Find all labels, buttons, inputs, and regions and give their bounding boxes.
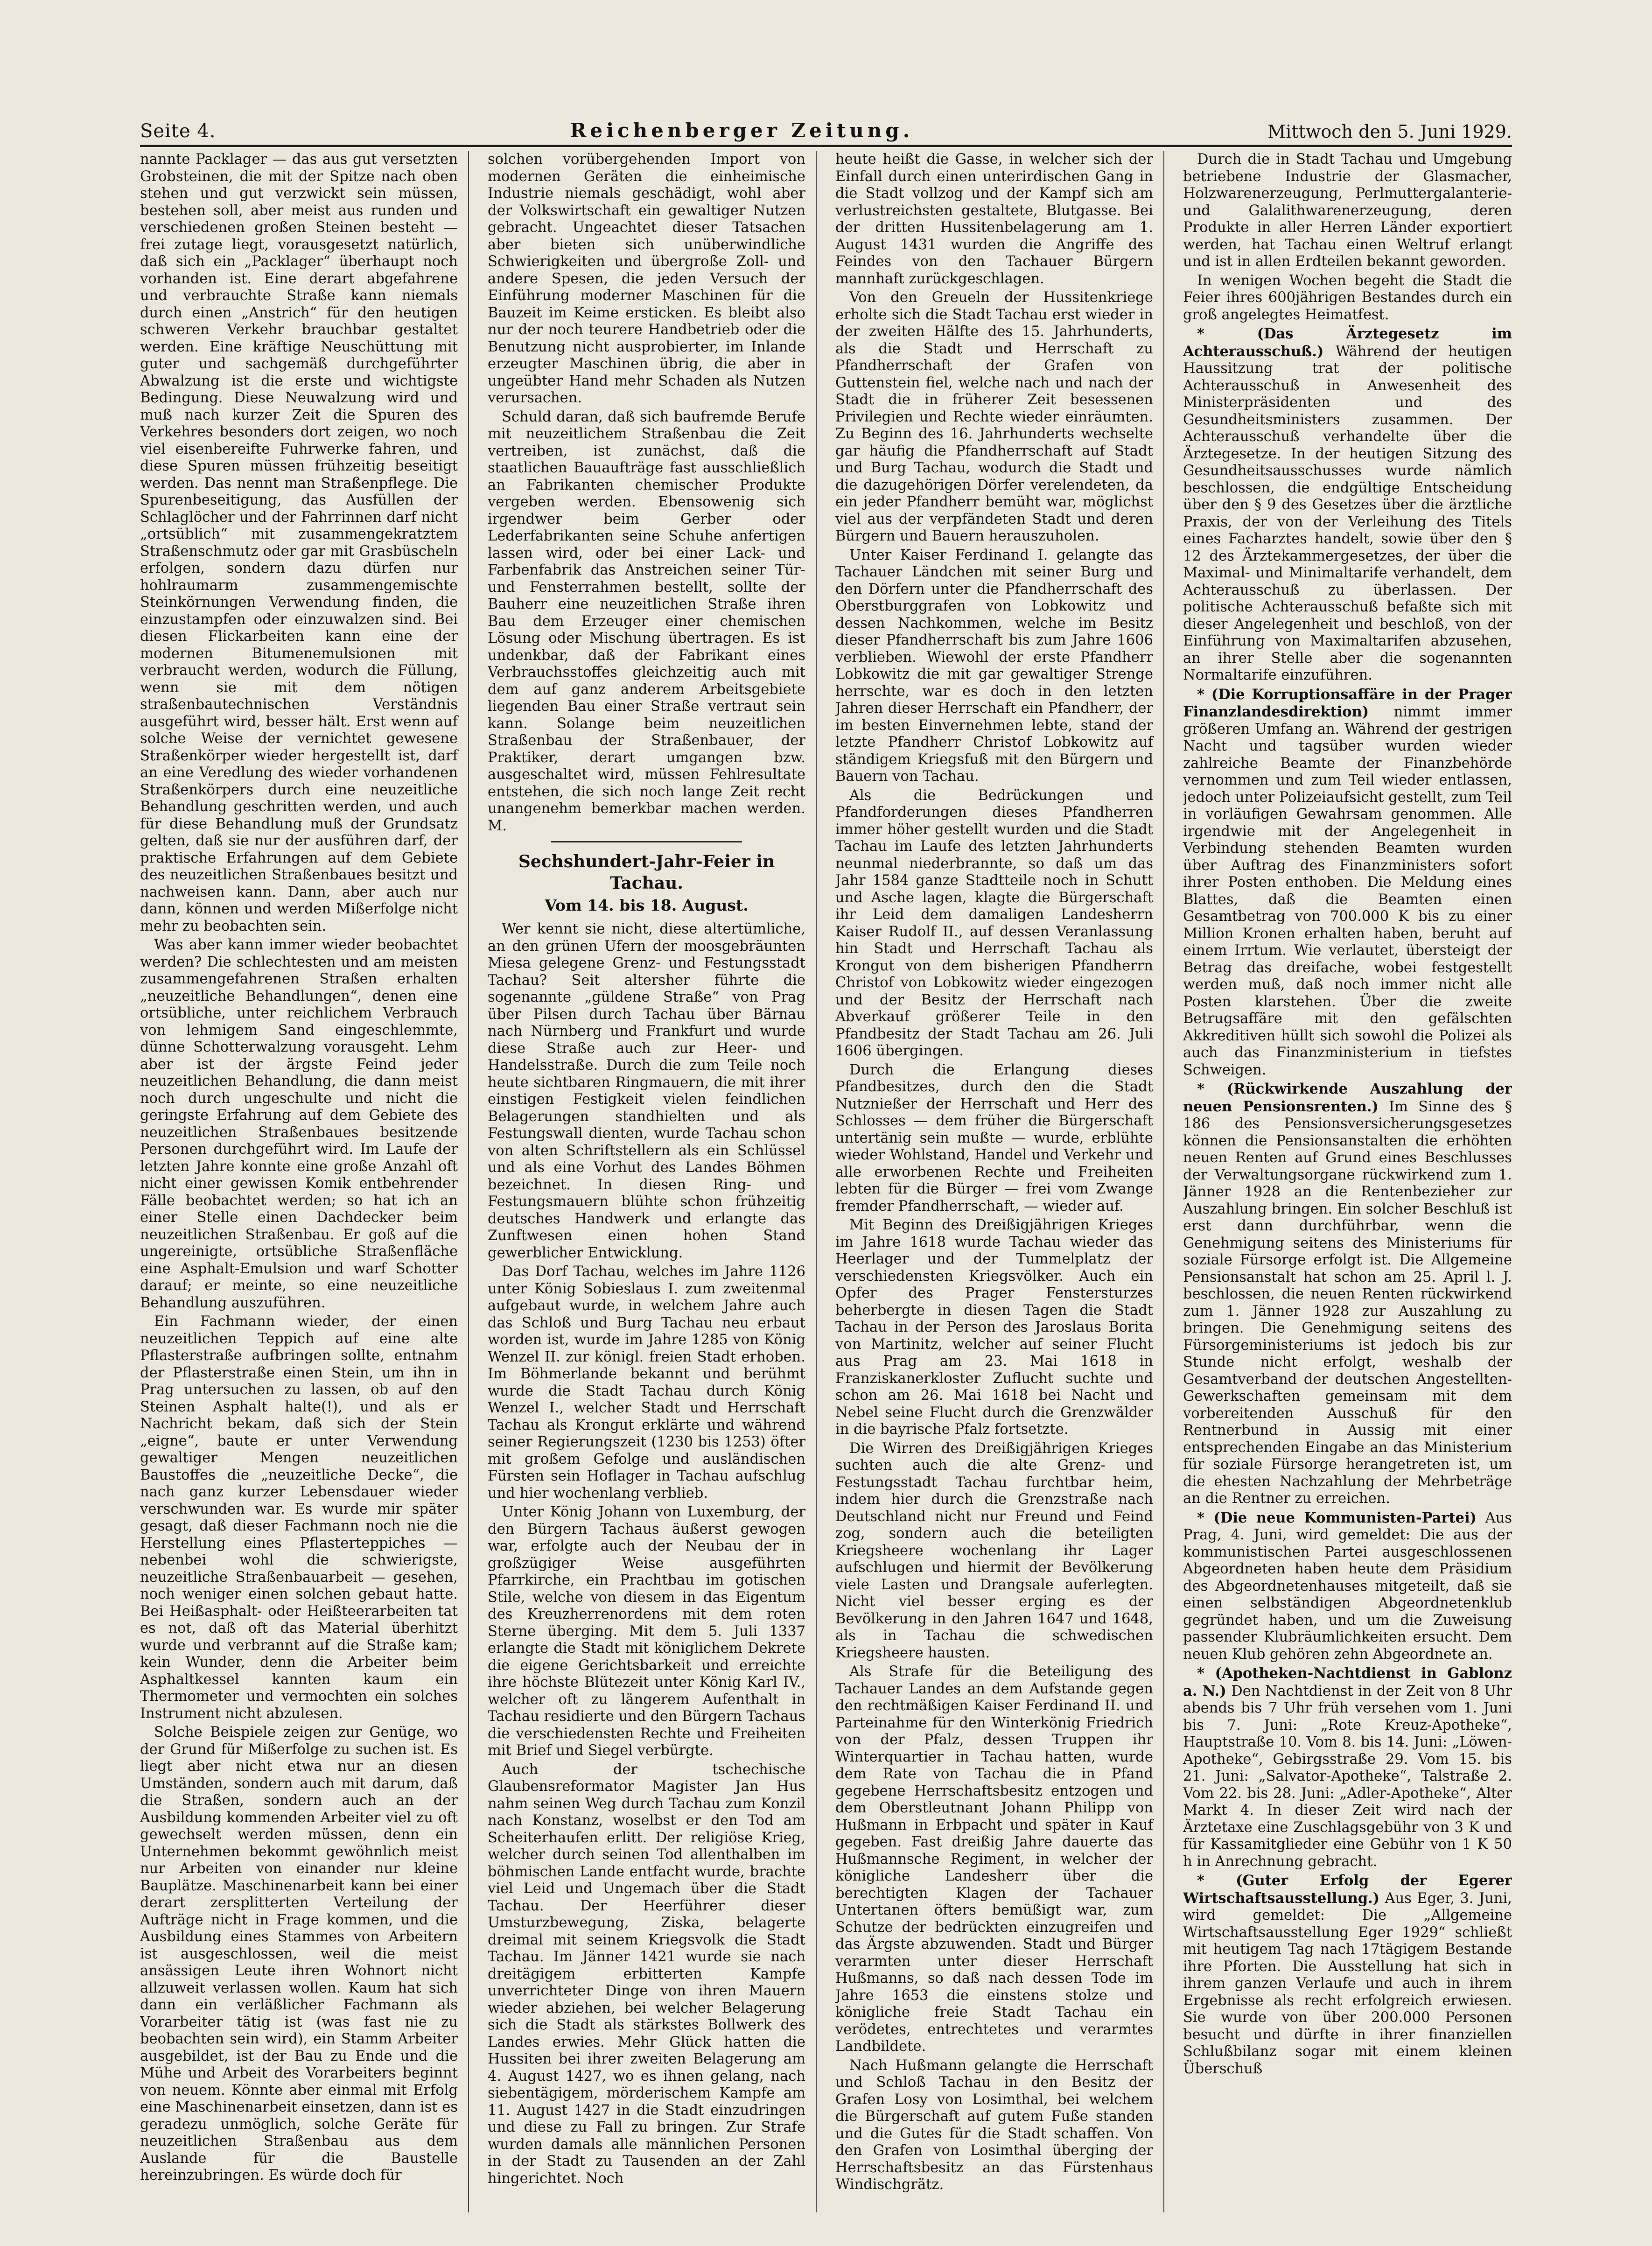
news-headline: * (Rückwirkende Auszahlung der neuen Pensionsrenten.) [1183, 1081, 1512, 1115]
paragraph: heute heißt die Gasse, in welcher sich der Einfall durch einen unterirdischen Gang in die Stadt vollzog und der Kampf sich am verlustreichsten gestaltete, Blutgasse. Bei der dritten Hussitenbelagerung am 1. August 1431 wurden die Angriffe des Feindes von den Tachauer Bürgern mannhaft zurückgeschlagen. [835, 151, 1153, 287]
news-text: Während der heutigen Haussitzung trat der politische Achterausschuß in Anwesenheit des Ministerpräsidenten und des Gesundheitsministers zusammen. Der Achterausschuß verhandelte über die Ärztegesetze. In der heutigen Sitzung des Gesundheitsausschusses wurde nämlich beschlossen, die endgültige Entscheidung über den § 9 des Gesetzes über die ärztliche Praxis, der von der Verleihung des Titels eines Facharztes handelt, sowie über den § 12 des Ärztekammergesetzes, der über die Maximal- und Minimaltarife verhandelt, dem Achterausschuß zu überlassen. Der politische Achterausschuß befaßte sich mit dieser Angelegenheit und beschloß, von der Einführung von Maximaltarifen abzusehen, an ihrer Stelle aber die sogenannten Normaltarife einzuführen. [1183, 343, 1512, 683]
paragraph: Mit Beginn des Dreißigjährigen Krieges im Jahre 1618 wurde Tachau wieder das Heerlager und der Tummelplatz der verschiedensten Kriegsvölker. Auch ein Opfer des Prager Fenstersturzes beherbergte in diesen Tagen die Stadt Tachau in der Person des Jaroslaus Borita von Martinitz, welcher auf seiner Flucht aus Prag am 23. Mai 1618 in Franziskanerkloster Zuflucht suchte und schon am 26. Mai 1618 bei Nacht und Nebel seine Flucht durch die Grenzwälder in die bayrische Pfalz fortsetzte. [835, 1217, 1153, 1438]
article-title: Sechshundert-Jahr-Feier in Tachau. [518, 852, 775, 893]
paragraph: Die Wirren des Dreißigjährigen Krieges suchten auch die alte Grenz- und Festungsstadt Tachau furchtbar heim, indem hier durch die Grenzstraße nach Deutschland nicht nur Freund und Feind zog, sondern auch die beteiligten Kriegsheere wochenlang ihr Lager aufschlugen und hiermit der Bevölkerung viele Lasten und Drangsale auferlegten. Nicht viel besser erging es der Bevölkerung in den Jahren 1647 und 1648, als in Tachau die schwedischen Kriegsheere hausten. [835, 1440, 1153, 1661]
paragraph: solchen vorübergehenden Import von modernen Geräten die einheimische Industrie niemals geschädigt, wohl aber der Volkswirtschaft ein gewaltiger Nutzen gebracht. Ungeachtet dieser Tatsachen aber bieten sich unüberwindliche Schwierigkeiten und übergroße Zoll- und andere Spesen, die jeden Versuch der Einführung moderner Maschinen für die Bauzeit im Keime ersticken. Es bleibt also nur der noch teurere Handbetrieb oder die Benutzung nicht ausprobierter, im Inlande erzeugter Maschinen übrig, die aber in ungeübter Hand mehr Schaden als Nutzen verursachen. [488, 151, 805, 406]
masthead [140, 112, 1512, 147]
column-1 [140, 151, 469, 2212]
paragraph: Das Dorf Tachau, welches im Jahre 1126 unter König Sobieslaus I. zum zweitenmal aufgebaut wurde, in welchem Jahre auch das Schloß und Burg Tachau neu erbaut worden ist, wurde im Jahre 1285 von König Wenzel II. zur königl. freien Stadt erhoben. Im Böhmerlande bekannt und berühmt wurde die Stadt Tachau durch König Wenzel I., welcher Stadt und Herrschaft Tachau als Krongut erklärte und während seiner Regierungszeit (1230 bis 1253) öfter mit großem Gefolge und ausländischen Fürsten sein Hoflager in Tachau aufschlug und hier wochenlang verblieb. [488, 1263, 805, 1502]
paragraph: Was aber kann immer wieder beobachtet werden? Die schlechtesten und am meisten zusammengefahrenen Straßen erhalten „neuzeitliche Behandlungen“, denen eine ortsübliche, unter reichlichem Verbrauch von lehmigem Sand eingeschlemmte, dünne Schotterwalzung vorausgeht. Lehm aber ist der ärgste Feind jeder neuzeitlichen Behandlung, die dann meist noch durch ungeschulte und nicht die geringste Erfahrung auf dem Gebiete des neuzeitlichen Straßenbaues besitzende Personen durchgeführt wird. Im Laufe der letzten Jahre konnte eine große Anzahl oft nicht einer gewissen Komik entbehrender Fälle beobachtet werden; so hat ich an einer Stelle einen Dachdecker beim neuzeitlichen Straßenbau. Er goß auf die ungereinigte, ortsübliche Straßenfläche eine Asphalt-Emulsion und warf Schotter darauf; er meinte, so eine neuzeitliche Behandlung auszuführen. [140, 937, 458, 1311]
paragraph: Ein Fachmann wieder, der einen neuzeitlichen Teppich auf eine alte Pflasterstraße aufbringen sollte, entnahm der Pflasterstraße einen Stein, um ihn in Prag untersuchen zu lassen, ob auf den Steinen Asphalt halte(!), und als er Nachricht bekam, daß sich der Stein „eigne“, baute er unter Verwendung gewaltiger Mengen neuzeitlichen Baustoffes die „neuzeitliche Decke“, die nach ganz kurzer Lebensdauer wieder verschwunden war. Es wurde mir später gesagt, daß dieser Fachmann noch nie die Herstellung eines Pflasterteppiches — nebenbei wohl die schwierigste, neuzeitliche Straßenbauarbeit — gesehen, noch weniger einen solchen gebaut hatte. Bei Heißasphalt- oder Heißteerarbeiten tat es not, daß oft das Material überhitzt wurde und verbrannt auf die Straße kam; kein Wunder, denn die Arbeiter beim Asphaltkessel kannten kaum ein Thermometer und vermochten ein solches Instrument nicht abzulesen. [140, 1313, 458, 1722]
paragraph: Wer kennt sie nicht, diese altertümliche, an den grünen Ufern der moosgebräunten Miesa gelegene Grenz- und Festungsstadt Tachau? Seit altersher führte die sogenannte „güldene Straße“ von Prag über Pilsen durch Tachau über Bärnau nach Nürnberg und Frankfurt und wurde diese Straße auch zur Heer- und Handelsstraße. Durch die zum Teile noch heute sichtbaren Ringmauern, die mit ihrer einstigen Festigkeit vielen feindlichen Belagerungen standhielten und als Festungswall dienten, wurde Tachau schon von alten Schriftstellern als ein Schlüssel und als eine Vorhut des Landes Böhmen bezeichnet. In diesen Ring- und Festungsmauern blühte schon frühzeitig deutsches Handwerk und erlangte das Zunftwesen einen hohen Stand gewerblicher Entwicklung. [488, 921, 805, 1261]
news-headline: * (Die Korruptionsaffäre in der Prager Finanzlandesdirektion) [1183, 686, 1512, 720]
paragraph: Schuld daran, daß sich baufremde Berufe mit neuzeitlichem Straßenbau die Zeit vertreiben, ist zunächst, daß die staatlichen Bauaufträge fast ausschließlich an Fabrikanten chemischer Produkte vergeben werden. Ebensowenig sich irgendwer beim Gerber oder Lederfabrikanten seine Schuhe anfertigen lassen wird, oder bei einer Lack- und Farbenfabrik das Anstreichen seiner Tür- und Fensterrahmen bestellt, sollte der Bauherr eine neuzeitlichen Straße ihren Bau dem Erzeuger einer chemischen Lösung oder Mischung übertragen. Es ist undenkbar, daß der Fabrikant eines Verbrauchsstoffes gleichzeitig auch mit dem auf ganz anderem Arbeitsgebiete liegenden Bau einer Straße vertraut sein kann. Solange beim neuzeitlichen Straßenbau der Straßenbauer, der Praktiker, derart umgangen bzw. ausgeschaltet wird, müssen Fehlresultate entstehen, die sich noch lange Zeit recht unangenehm bemerkbar machen werden. M. [488, 408, 805, 834]
page-number: Seite 4. [140, 120, 216, 142]
news-headline: * (Apotheken-Nachtdienst in Gablonz a. N.) [1183, 1665, 1512, 1699]
news-headline: * (Die neue Kommunisten-Partei) [1197, 1509, 1477, 1526]
paragraph: In wenigen Wochen begeht die Stadt die Feier ihres 600jährigen Bestandes durch ein groß angelegtes Heimatfest. [1183, 272, 1512, 323]
paragraph: Durch die in Stadt Tachau und Umgebung betriebene Industrie der Glasmacher, Holzwarenerzeugung, Perlmuttergalanterie- und Galalithwarenerzeugung, deren Produkte in aller Herren Länder exportiert werden, hat Tachau einen Weltruf erlangt und ist in allen Erdteilen bekannt geworden. [1183, 151, 1512, 270]
column-2 [488, 151, 817, 2212]
news-text: nimmt immer größeren Umfang an. Während der gestrigen Nacht und tagsüber wurden wieder zahlreiche Beamte der Finanzbehörde vernommen und zum Teil wieder entlassen, jedoch unter Polizeiaufsicht gestellt, zum Teil in vorläufigen Gewahrsam genommen. Alle irgendwie mit der Angelegenheit in Verbindung stehenden Beamten wurden über Auftrag des Finanzministers sofort ihrer Posten enthoben. Die Meldung eines Blattes, daß die Beamten einen Gesamtbetrag von 700.000 K bis zu einer Million Kronen erhalten haben, beruht auf einem Irrtum. Wie verlautet, übersteigt der Betrag das dreifache, wobei festgestellt werden muß, daß noch immer nicht alle Posten klarstehen. Über die zweite Betrugsaffäre mit den gefälschten Akkreditiven hüllt sich sowohl die Polizei als auch das Finanzministerium in tiefstes Schweigen. [1183, 704, 1512, 1078]
column-4 [1183, 151, 1512, 2212]
paragraph: Auch der tschechische Glaubensreformator Magister Jan Hus nahm seinen Weg durch Tachau zum Konzil nach Konstanz, woselbst er den Tod am Scheiterhaufen erlitt. Der religiöse Krieg, welcher durch seinen Tod allenthalben im böhmischen Lande entfacht wurde, brachte viel Leid und Ungemach über die Stadt Tachau. Der Heerführer dieser Umsturzbewegung, Ziska, belagerte dreimal mit seinem Kriegsvolk die Stadt Tachau. Im Jänner 1421 wurde sie nach dreitägigem erbitterten Kampfe unverrichteter Dinge von ihren Mauern wieder abziehen, bei welcher Belagerung sich die Stadt als stärkstes Bollwerk des Landes erwies. Mehr Glück hatten die Hussiten bei ihrer zweiten Belagerung am 4. August 1427, wo es ihnen gelang, nach siebentägigem, mörderischem Kampfe am 11. August 1427 in die Stadt einzudringen und diese zu Fall zu bringen. Zur Strafe wurden damals alle männlichen Personen in der Stadt zu Tausenden an der Zahl hingerichtet. Noch [488, 1761, 805, 2187]
issue-date: Mittwoch den 5. Juni 1929. [1267, 121, 1512, 142]
news-text: Aus Eger, 3. Juni, wird gemeldet: Die „Allgemeine Wirtschaftsausstellung Eger 1929“ schließt mit heutigem Tag nach 17tägigem Bestande ihre Pforten. Die Ausstellung hat sich in ihrem ganzen Verlaufe und auch in ihrem Ergebnisse als recht erfolgreich erwiesen. Sie wurde von über 200.000 Personen besucht und dürfte in ihrer finanziellen Schlußbilanz sogar mit einem kleinen Überschuß [1183, 1890, 1512, 2077]
news-item [1183, 1509, 1512, 1663]
paragraph: Durch die Erlangung dieses Pfandbesitzes, durch den die Stadt Nutznießer der Herrschaft und Herr des Schlosses — dem früher die Bürgerschaft untertänig sein mußte — wurde, erblühte wieder Wohlstand, Handel und Verkehr und alle erworbenen Rechte und Freiheiten lebten für die Bürger — frei vom Zwange fremder Pfandherrschaft, — wieder auf. [835, 1061, 1153, 1214]
paragraph: nannte Packlager — das aus gut versetzten Grobsteinen, die mit der Spitze nach oben stehen und gut verzwickt sein müssen, bestehen soll, aber meist aus runden und verschiedenen großen Steinen besteht — frei zutage liegt, vorausgesetzt natürlich, daß sich ein „Packlager“ überhaupt noch vorhanden ist. Eine derart abgefahrene und verbrauchte Straße kann niemals durch einen „Anstrich“ für den heutigen schweren Verkehr brauchbar gestaltet werden. Eine kräftige Neuschüttung mit guter und sachgemäß durchgeführter Abwalzung ist die erste und wichtigste Bedingung. Diese Neuwalzung wird und muß nach kurzer Zeit die Spuren des Verkehres besonders dort zeigen, wo noch viel eisenbereifte Fuhrwerke fahren, und diese Spuren müssen frühzeitig beseitigt werden. Das nennt man Straßenpflege. Die Spurenbeseitigung, das Ausfüllen der Schlaglöcher und der Fahrrinnen darf nicht „ortsüblich“ mit zusammengekratztem Straßenschmutz oder gar mit Grasbüscheln erfolgen, sondern dazu dürfen nur hohlraumarm zusammengemischte Steinkörnungen Verwendung finden, die einzustampfen oder einzuwalzen sind. Bei diesen Flickarbeiten kann eine der modernen Bitumenemulsionen mit verbraucht werden, wodurch die Füllung, wenn sie mit dem nötigen straßenbautechnischen Verständnis ausgeführt wird, besser hält. Erst wenn auf solche Weise der vernichtet gewesene Straßenkörper wieder hergestellt ist, darf an eine Veredlung des wieder vorhandenen Straßenkörpers durch eine neuzeitliche Behandlung geschritten werden, und auch für diese Behandlung muß der Grundsatz gelten, daß sie nur der ausführen darf, der praktische Erfahrungen auf dem Gebiete des neuzeitlichen Straßenbaues besitzt und nachweisen kann. Dann, aber auch nur dann, können und werden Mißerfolge nicht mehr zu beobachten sein. [140, 151, 458, 934]
columns [140, 151, 1512, 2212]
paragraph: Solche Beispiele zeigen zur Genüge, wo der Grund für Mißerfolge zu suchen ist. Es liegt aber nicht etwa nur an diesen Umständen, sondern auch mit darum, daß die Straßen, sondern auch an der Ausbildung kommenden Arbeiter viel zu oft gewechselt werden müssen, denn ein Unternehmen bekommt gewöhnlich meist nur Arbeiten von einander nur kleine Bauplätze. Maschinenarbeit kann bei einer derart zersplitterten Verteilung der Aufträge nicht in Frage kommen, und die Ausbildung eines Stammes von Arbeitern ist ausgeschlossen, weil die meist ansässigen Leute ihren Wohnort nicht allzuweit verlassen wollen. Kaum hat sich dann ein verläßlicher Fachmann als Vorarbeiter tätig ist (was fast nie zu beobachten sein wird), ein Stamm Arbeiter ausgebildet, ist der Bau zu Ende und die Mühe und Arbeit des Vorarbeiters beginnt von neuem. Könnte aber einmal mit Erfolg eine Maschinenarbeit einsetzen, dann ist es geradezu unmöglich, solche Geräte für neuzeitlichen Straßenbau aus dem Auslande für die Baustelle hereinzubringen. Es würde doch für [140, 1724, 458, 2183]
paragraph: Von den Greueln der Hussitenkriege erholte sich die Stadt Tachau erst wieder in der zweiten Hälfte des 15. Jahrhunderts, als die Stadt und Herrschaft zu Pfandherrschaft der Grafen von Guttenstein fiel, welche nach und nach der Stadt die in früherer Zeit besessenen Privilegien und Rechte wieder einräumten. Zu Beginn des 16. Jahrhunderts wechselte gar häufig die Pfandherrschaft auf Stadt und Burg Tachau, wodurch die Stadt und die dazugehörigen Dörfer verelendeten, da ein jeder Pfandherr bemüht war, möglichst viel aus der verpfändeten Stadt und deren Bürgern und Bauern herauszuholen. [835, 289, 1153, 544]
column-3 [835, 151, 1164, 2212]
news-headline: * (Guter Erfolg der Egerer Wirtschaftsausstellung.) [1183, 1872, 1512, 1907]
news-item [1183, 1665, 1512, 1870]
paragraph: Nach Hußmann gelangte die Herrschaft und Schloß Tachau in den Besitz der Grafen Losy von Losimthal, bei welchem die Bürgerschaft auf gutem Fuße standen und die Gutes für die Stadt schaffen. Von den Grafen von Losimthal überging der Herrschaftsbesitz an das Fürstenhaus Windischgrätz. [835, 2057, 1153, 2193]
paragraph: Unter Kaiser Ferdinand I. gelangte das Tachauer Ländchen mit seiner Burg und den Dörfern unter die Pfandherrschaft des Oberstburggrafen von Lobkowitz und dessen Nachkommen, welche im Besitz dieser Pfandherrschaft bis zum Jahre 1606 verblieben. Wiewohl der erste Pfandherr Lobkowitz die mit gar gewaltiger Strenge herrschte, war es doch in den letzten Jahren dieser Herrschaft ein Pfandherr, der im besten Einvernehmen lebte, stand der letzte Pfandherr Christof Lobkowitz auf ständigem Kriegsfuß mit den Bürgern und Bauern von Tachau. [835, 547, 1153, 785]
news-item [1183, 325, 1512, 684]
article-subtitle: Vom 14. bis 18. August. [545, 896, 749, 914]
news-item [1183, 1081, 1512, 1508]
news-item [1183, 1872, 1512, 2078]
news-text: Den Nachtdienst in der Zeit von 8 Uhr abends bis 7 Uhr früh versehen vom 1. Juni bis 7. Juni: „Rote Kreuz-Apotheke“, Hauptstraße 10. Vom 8. bis 14. Juni: „Löwen-Apotheke“, Gebirgsstraße 29. Vom 15. bis 21. Juni: „Salvator-Apotheke“, Talstraße 2. Vom 22. bis 28. Juni: „Adler-Apotheke“, Alter Markt 4. In dieser Zeit wird nach der Ärztetaxe eine Zuschlagsgebühr von 3 K und für Kassamitglieder eine Gebühr von 1 K 50 h in Anrechnung gebracht. [1183, 1683, 1512, 1870]
divider [551, 841, 742, 842]
paragraph: Als Strafe für die Beteiligung des Tachauer Landes an dem Aufstande gegen den rechtmäßigen Kaiser Ferdinand II. und Parteinahme für den Winterkönig Friedrich von der Pfalz, dessen Truppen ihr Winterquartier in Tachau hatten, wurde dem Rate von Tachau die in Pfand gegebene Herrschaftsbesitz entzogen und dem Oberstleutnant Johann Philipp von Hußmann in Erbpacht und später in Kauf gegeben. Fast dreißig Jahre dauerte das Hußmannsche Regiment, in welcher der königliche Landesherr über die berechtigten Klagen der Tachauer Untertanen öfters bemüßigt war, zum Schutze der bedrückten einzugreifen und das Ärgste abzuwenden. Stadt und Bürger verarmten unter dieser Herrschaft Hußmanns, so daß nach dessen Tode im Jahre 1653 die einstens stolze und königliche freie Stadt Tachau ein verödetes, entrechtetes und verarmtes Landbildete. [835, 1663, 1153, 2055]
news-item [1183, 686, 1512, 1079]
paragraph: Als die Bedrückungen und Pfandforderungen dieses Pfandherren immer höher gestellt wurden und die Stadt Tachau im Laufe des letzten Jahrhunderts neunmal niederbrannte, so daß um das Jahr 1584 ganze Stadtteile noch in Schutt und Asche lagen, klagte die Bürgerschaft ihr Leid dem damaligen Landesherrn Kaiser Rudolf II., auf dessen Veranlassung hin Stadt und Herrschaft Tachau als Krongut von dem bisherigen Pfandherrn Christof von Lobkowitz wieder eingezogen und der Besitz der Herrschaft nach Abverkauf größerer Teile in den Pfandbesitz der Stadt Tachau am 26. Juli 1606 übergingen. [835, 787, 1153, 1059]
news-text: Aus Prag, 4. Juni, wird gemeldet: Die aus der kommunistischen Partei ausgeschlossenen Abgeordneten haben heute dem Präsidium des Abgeordnetenhauses mitgeteilt, daß sie einen selbständigen Abgeordnetenklub gegründet haben, und um die Zuweisung passender Klubräumlichkeiten ersucht. Dem neuen Klub gehören zehn Abgeordnete an. [1183, 1509, 1512, 1663]
newspaper-name: Reichenberger Zeitung. [570, 119, 914, 142]
news-text: Im Sinne des § 186 des Pensionsversicherungsgesetzes können die Pensionsanstalten die erhöhten neuen Renten auf Grund eines Beschlusses der Verwaltungsorgane rückwirkend zum 1. Jänner 1928 an die Rentenbezieher zur Auszahlung bringen. Ein solcher Beschluß ist erst dann durchführbar, wenn die Genehmigung seitens des Ministeriums für soziale Fürsorge erfolgt ist. Die Allgemeine Pensionsanstalt hat schon am 25. April l. J. beschlossen, die neuen Renten rückwirkend zum 1. Jänner 1928 zur Auszahlung zu bringen. Die Genehmigung seitens des Fürsorgeministeriums ist jedoch bis zur Stunde nicht erfolgt, weshalb der Gesamtverband der deutschen Angestellten-Gewerkschaften gemeinsam mit dem vorbereitenden Ausschuß für den Rentnerbund in Aussig mit einer entsprechenden Eingabe an das Ministerium für soziale Fürsorge herangetreten ist, um die ehesten Nachzahlung der Mehrbeträge an die Rentner zu erreichen. [1183, 1098, 1512, 1507]
paragraph: Unter König Johann von Luxemburg, der den Bürgern Tachaus äußerst gewogen war, erfolgte auch der Neubau der in großzügiger Weise ausgeführten Pfarrkirche, ein Prachtbau im gotischen Stile, welche von diesem in das Eigentum des Kreuzherrenordens mit dem roten Sterne überging. Mit dem 5. Juli 1337 erlangte die Stadt mit königlichem Dekrete die eigene Gerichtsbarkeit und erreichte ihre höchste Blütezeit unter König Karl IV., welcher oft zu längerem Aufenthalt in Tachau residierte und den Bürgern Tachaus die verschiedensten Rechte und Freiheiten mit Brief und Siegel verbürgte. [488, 1504, 805, 1759]
newspaper-page [140, 112, 1512, 2212]
news-headline: * (Das Ärztegesetz im Achterausschuß.) [1183, 325, 1512, 360]
